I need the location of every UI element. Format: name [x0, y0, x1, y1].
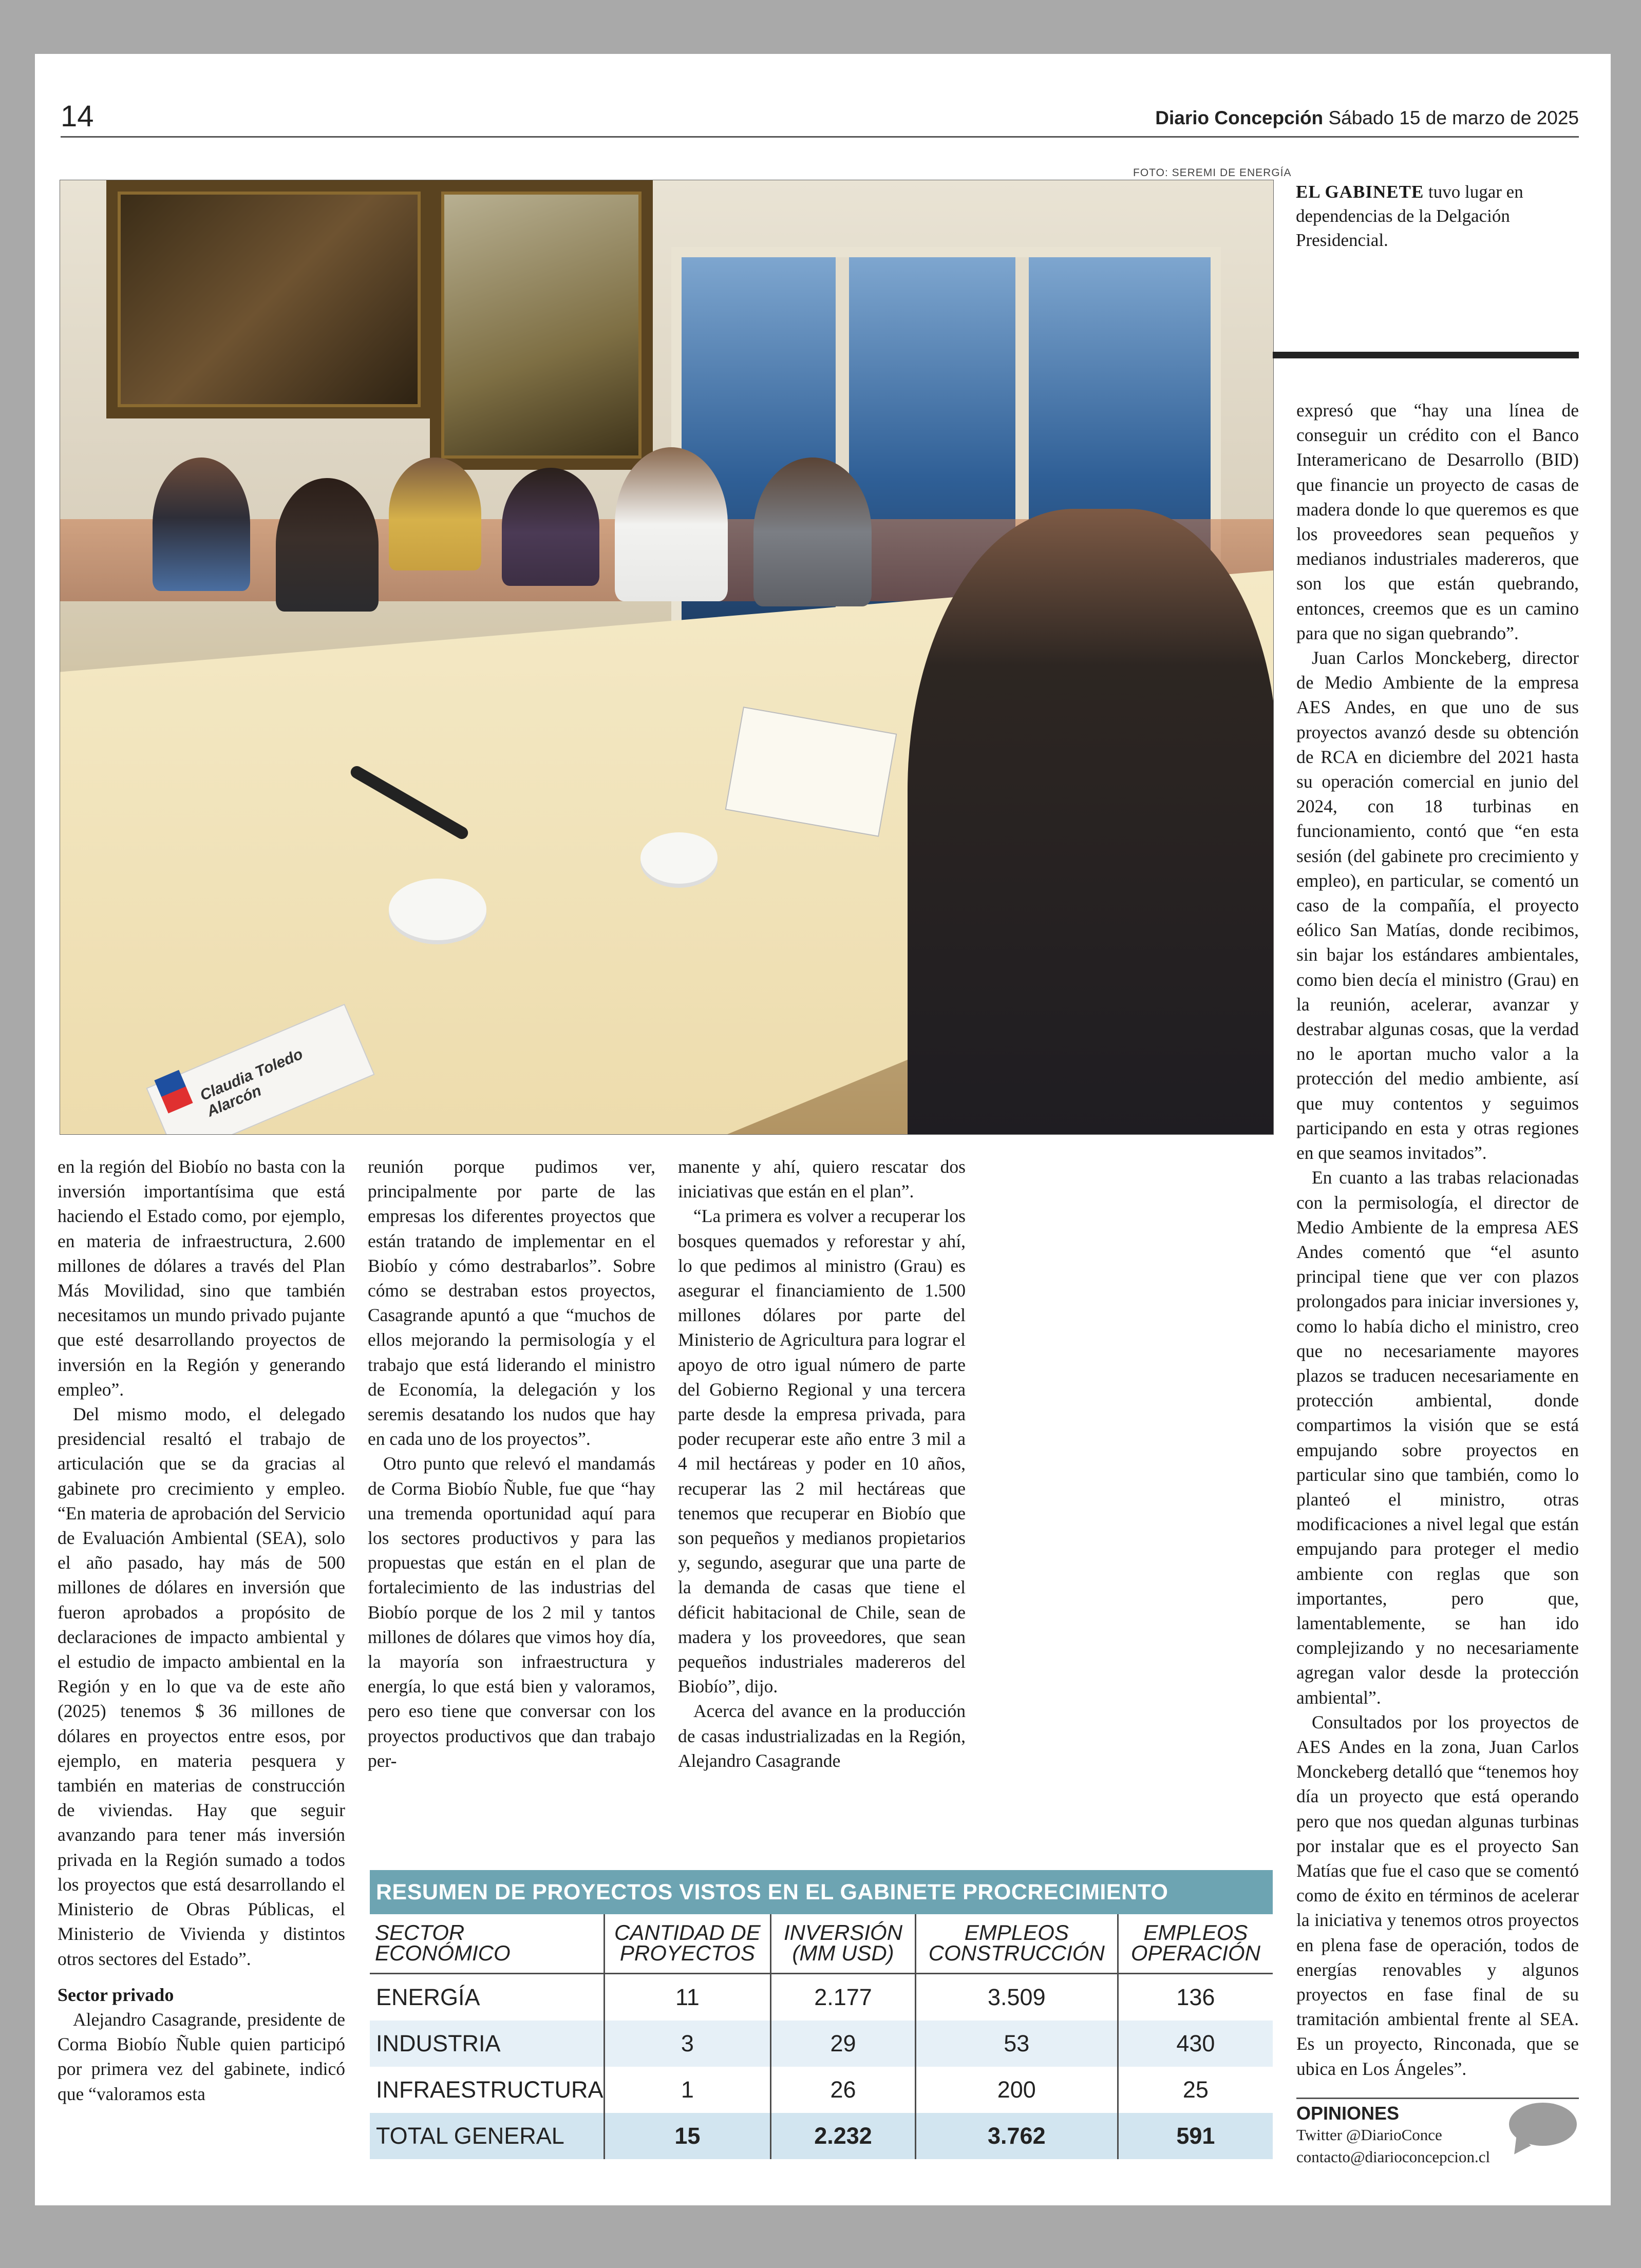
attendee [389, 458, 481, 570]
publication-date: Sábado 15 de marzo de 2025 [1328, 107, 1579, 128]
table-cell: 2.232 [771, 2113, 916, 2159]
photo-caption [1296, 180, 1563, 252]
paragraph: Del mismo modo, el delegado presidencial resaltó el trabajo de articulación que se da gracias al gabinete pro crecimiento y empleo. “En materia de aprobación del Servicio de Evaluación Ambiental (SEA), solo el año pasado, hay más de 500 millones de dólares en inversión que fueron aprobados a propósito de declaraciones de impacto ambiental y el estudio de impacto ambiental en la Región y en lo que va de este año (2025) tenemos $ 36 millones de dólares en proyectos entre esos, por ejemplo, en materia pesquera y también en materias de construcción de viviendas. Hay que seguir avanzando para tener más inversión privada en la Región sumado a todos los proyectos que está desarrollando el Ministerio de Obras Públicas, el Ministerio de Vivienda y distintos otros sectores del Estado”. [58, 1404, 345, 1969]
column-header: EMPLEOS OPERACIÓN [1118, 1914, 1273, 1974]
paragraph: expresó que “hay una línea de conseguir un crédito con el Banco Interamericano de Desarrollo (BID) que financie un proyecto de casas de madera donde lo que queremos es que los proveedores sean pequeños y medianos industriales madereros, que son los que están quebrando, entonces, creemos que es un camino para que no sigan quebrando”. [1296, 400, 1579, 643]
attendee [502, 468, 599, 586]
table-cell: 200 [915, 2067, 1118, 2113]
table-cell: INDUSTRIA [370, 2021, 604, 2067]
article-column-2 [368, 1154, 655, 1773]
caption-text: tuvo lugar en dependencias de la Delgación Presidencial. [1296, 182, 1523, 250]
foreground-attendee [908, 509, 1274, 1135]
table-cell: 3 [604, 2021, 771, 2067]
paragraph: reunión porque pudimos ver, principalmente por parte de las empresas los diferentes proyectos que están tratando de implementar en el Biobío y cómo destrabarlos”. Sobre cómo se destraban estos proyectos, Casagrande apuntó a que “muchos de ellos mejorando la permisología y el trabajo que está liderando el ministro de Economía, la delegación y los seremis desatando los nudos que hay en cada uno de los proyectos”. [368, 1156, 655, 1450]
article-column-3 [678, 1154, 966, 1773]
column-header: CANTIDAD DE PROYECTOS [604, 1914, 771, 1974]
paragraph: Alejandro Casagrande, presidente de Corma Biobío Ñuble quien participó por primera vez del gabinete, indicó que “valoramos esta [58, 2009, 345, 2104]
paragraph: Juan Carlos Monckeberg, director de Medio Ambiente de la empresa AES Andes, en que uno de sus proyectos avanzó desde su obtención de RCA en diciembre del 2021 hasta su operación comercial en junio del 2024, con 18 turbinas en funcionamiento, contó que “en esta sesión (del gabinete pro crecimiento y empleo), en particular, se comentó un caso de la compañía, el proyecto eólico San Matías, donde recibimos, sin bajar los estándares ambientales, como bien decía el ministro (Grau) en la reunión, acelerar, avanzar y destrabar algunas cosas, que la verdad no le aportan mucho valor a la protección del medio ambiente, así que muy contentos y seguimos participando en esta y otras regiones en que seamos invitados”. [1296, 647, 1579, 1164]
caption-lead: EL GABINETE [1296, 182, 1424, 202]
table-cell: 430 [1118, 2021, 1273, 2067]
wall-painting-right [430, 180, 653, 470]
coffee-cup [389, 879, 486, 940]
opinions-divider [1296, 2098, 1579, 2099]
article-column-4 [1296, 398, 1579, 2081]
table-cell: 25 [1118, 2067, 1273, 2113]
attendee [753, 458, 872, 606]
table-cell: 591 [1118, 2113, 1273, 2159]
table-cell: 1 [604, 2067, 771, 2113]
paragraph: Otro punto que relevó el mandamás de Corma Biobío Ñuble, fue que “hay una tremenda oportunidad aquí para los sectores productivos y para las propuestas que están en el plan de fortalecimiento de las industrias del Biobío porque de los 2 mil y tantos millones de dólares que vimos hoy día, la mayoría son infraestructura y energía, lo que está bien y valoramos, pero eso tiene que conversar con los proyectos productivos que dan trabajo per- [368, 1453, 655, 1771]
table-cell: 2.177 [771, 1974, 916, 2021]
table-row [370, 2067, 1273, 2113]
opinions-title: OPINIONES [1296, 2103, 1400, 2124]
paragraph: En cuanto a las trabas relacionadas con la permisología, el director de Medio Ambiente de la empresa AES Andes comentó que “el asunto principal tiene que ver con plazos prolongados para iniciar inversiones y, como lo había dicho el ministro, creo que no necesariamente mayores plazos se traducen necesariamente en protección ambiental, donde compartimos la visión que se está empujando sobre proyectos en particular sino que también, como lo planteó el ministro, otras modificaciones a nivel legal que están empujando para proteger el medio ambiente con reglas que son importantes, pero que, lamentablemente, se han ido complejizando y no necesariamente agregan valor desde la protección ambiental”. [1296, 1167, 1579, 1708]
contact-email[interactable]: contacto@diarioconcepcion.cl [1296, 2148, 1491, 2166]
table-cell: 3.762 [915, 2113, 1118, 2159]
section-heading: Sector privado [58, 1984, 174, 2005]
article-column-1 [58, 1154, 345, 2106]
table-row [370, 2021, 1273, 2067]
table-cell: 3.509 [915, 1974, 1118, 2021]
attendee [615, 447, 728, 601]
paragraph: Acerca del avance en la producción de casas industrializadas en la Región, Alejandro Casagrande [678, 1701, 966, 1771]
attendee [153, 458, 250, 591]
column-header: SECTOR ECONÓMICO [375, 1920, 511, 1965]
table-cell: 26 [771, 2067, 916, 2113]
table-header-row [370, 1914, 1273, 1974]
column-header: EMPLEOS CONSTRUCCIÓN [915, 1914, 1118, 1974]
table-cell: ENERGÍA [376, 1984, 480, 2010]
wall-painting-left [106, 180, 432, 418]
summary-table-title: RESUMEN DE PROYECTOS VISTOS EN EL GABINETE PROCRECIMIENTO [370, 1870, 1273, 1914]
page-number: 14 [61, 100, 94, 133]
paragraph: Consultados por los proyectos de AES Andes en la zona, Juan Carlos Monckeberg detalló que “tenemos hoy día un proyecto que está operando pero que nos quedan algunas turbinas por instalar que es el proyecto San Matías que fue el caso que se comentó como de éxito en términos de acelerar la iniciativa y tenemos otros proyectos en plena fase de operación, todos de energías renovables y algunos proyectos en fase final de su tramitación ambiental frente al SEA. Es un proyecto, Rinconada, que se ubica en Los Ángeles”. [1296, 1711, 1579, 2079]
coffee-cup [640, 832, 718, 884]
publication-name: Diario Concepción [1155, 107, 1324, 128]
table-cell: 136 [1118, 1974, 1273, 2021]
paragraph: manente y ahí, quiero rescatar dos iniciativas que están en el plan”. [678, 1156, 966, 1202]
table-cell: 11 [604, 1974, 771, 2021]
twitter-handle[interactable]: Twitter @DiarioConce [1296, 2126, 1442, 2144]
summary-table-box [370, 1870, 1273, 2159]
caption-divider [1273, 352, 1579, 358]
table-cell: 53 [915, 2021, 1118, 2067]
table-cell: INFRAESTRUCTURA [376, 2076, 603, 2103]
masthead [1155, 107, 1579, 129]
table-row [370, 1974, 1273, 2021]
attendee [276, 478, 379, 612]
newspaper-page [35, 54, 1611, 2205]
photo-credit: FOTO: SEREMI DE ENERGÍA [1133, 167, 1292, 179]
table-total-row [370, 2113, 1273, 2159]
paragraph: en la región del Biobío no basta con la inversión importantísima que está haciendo el Estado como, por ejemplo, en materia de infraestructura, 2.600 millones de dólares a través del Plan Más Movilidad, sino que también necesitamos un mundo privado pujante que esté desarrollando proyectos de inversión en la Región y generando empleo”. [58, 1156, 345, 1400]
table-cell: TOTAL GENERAL [370, 2113, 604, 2159]
meeting-photo [60, 180, 1274, 1135]
nameplate: Claudia Toledo Alarcón [146, 1004, 374, 1135]
paragraph: “La primera es volver a recuperar los bosques quemados y reforestar y ahí, lo que pedimos al ministro (Grau) es asegurar el financiamiento de 1.500 millones dólares por parte del Ministerio de Agricultura para lograr el apoyo de otro igual número de parte del Gobierno Regional y una tercera parte desde la empresa privada, para poder recuperar este año entre 3 mil a 4 mil hectáreas y poder en 10 años, recuperar las 2 mil hectáreas que tenemos que recuperar en Biobío que son pequeños y medianos propietarios y, segundo, asegurar que una parte de la demanda de casas que tiene el déficit habitacional de Chile, sean de madera y los proveedores, que sean pequeños industriales madereros del Biobío”, dijo. [678, 1206, 966, 1697]
header-divider [61, 136, 1579, 138]
column-header: INVERSIÓN (MM USD) [771, 1914, 916, 1974]
table-cell: 29 [771, 2021, 916, 2067]
summary-table [370, 1914, 1273, 2159]
table-cell: 15 [604, 2113, 771, 2159]
